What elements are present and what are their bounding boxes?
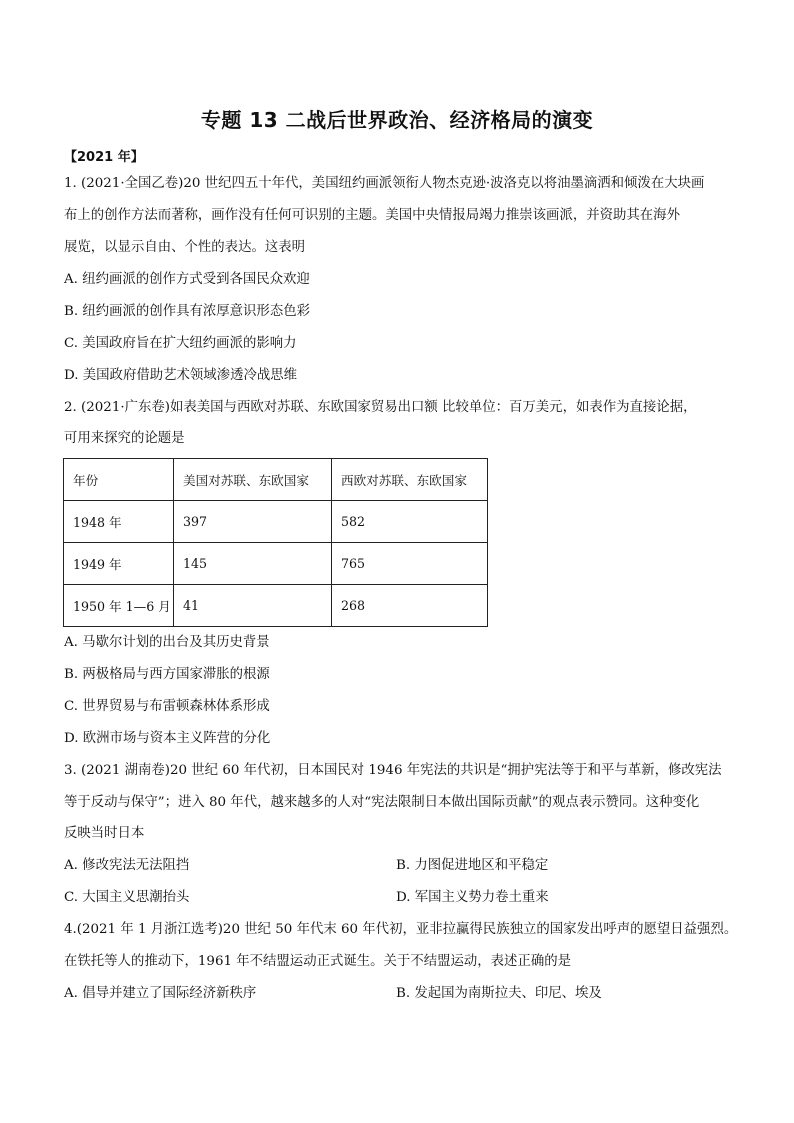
table-header: 年份 <box>64 459 174 501</box>
table-header-row <box>64 459 488 501</box>
table-cell: 397 <box>174 501 332 543</box>
q2-option-d: D. 欧洲市场与资本主义阵营的分化 <box>64 731 271 746</box>
trade-table <box>63 458 488 627</box>
table-cell: 1950 年 1—6 月 <box>64 585 174 627</box>
q4-stem-line: 4.(2021 年 1 月浙江选考)20 世纪 50 年代末 60 年代初，亚非拉赢得民族独立的国家发出呼声的愿望日益强烈。 <box>64 922 738 937</box>
table-cell: 765 <box>332 543 488 585</box>
q2-option-c: C. 世界贸易与布雷顿森林体系形成 <box>64 699 270 714</box>
q3-stem-line: 反映当时日本 <box>64 826 145 841</box>
q1-option-b: B. 纽约画派的创作具有浓厚意识形态色彩 <box>64 304 310 319</box>
table-row <box>64 585 488 627</box>
table-cell: 582 <box>332 501 488 543</box>
q1-option-d: D. 美国政府借助艺术领域渗透冷战思维 <box>64 368 298 383</box>
q1-option-c: C. 美国政府旨在扩大纽约画派的影响力 <box>64 336 297 351</box>
table-row <box>64 501 488 543</box>
q3-option-d: D. 军国主义势力卷土重来 <box>396 890 549 905</box>
q2-stem-line: 2. (2021·广东卷)如表美国与西欧对苏联、东欧国家贸易出口额 比较单位：百万美元，如表作为直接论据， <box>64 400 697 415</box>
table-header: 西欧对苏联、东欧国家 <box>332 459 488 501</box>
q4-option-b: B. 发起国为南斯拉夫、印尼、埃及 <box>396 986 602 1001</box>
page-title: 专题 13 二战后世界政治、经济格局的演变 <box>200 108 594 132</box>
q4-option-a: A. 倡导并建立了国际经济新秩序 <box>64 986 257 1001</box>
q3-option-b: B. 力图促进地区和平稳定 <box>396 858 549 873</box>
q1-option-a: A. 纽约画派的创作方式受到各国民众欢迎 <box>64 272 310 287</box>
q2-option-a: A. 马歇尔计划的出台及其历史背景 <box>64 635 270 650</box>
q3-option-a: A. 修改宪法无法阻挡 <box>64 858 190 873</box>
table-row <box>64 543 488 585</box>
q3-stem-line: 等于反动与保守”；进入 80 年代，越来越多的人对“宪法限制日本做出国际贡献”的观点表示赞同。这种变化 <box>64 795 700 810</box>
q2-option-b: B. 两极格局与西方国家滞胀的根源 <box>64 667 270 682</box>
q1-stem-line: 1. (2021·全国乙卷)20 世纪四五十年代，美国纽约画派领衔人物杰克逊·波洛克以将油墨滴洒和倾泼在大块画 <box>64 176 705 191</box>
table-header: 美国对苏联、东欧国家 <box>174 459 332 501</box>
table-cell: 41 <box>174 585 332 627</box>
q1-stem-line: 展览，以显示自由、个性的表达。这表明 <box>64 240 306 255</box>
table-cell: 1949 年 <box>64 543 174 585</box>
q1-stem-line: 布上的创作方法而著称，画作没有任何可识别的主题。美国中央情报局竭力推崇该画派，并资助其在海外 <box>64 208 680 223</box>
table-cell: 268 <box>332 585 488 627</box>
q4-stem-line: 在铁托等人的推动下，1961 年不结盟运动正式诞生。关于不结盟运动，表述正确的是 <box>64 954 572 969</box>
table-cell: 145 <box>174 543 332 585</box>
table-cell: 1948 年 <box>64 501 174 543</box>
q3-stem-line: 3. (2021 湖南卷)20 世纪 60 年代初，日本国民对 1946 年宪法的共识是“拥护宪法等于和平与革新，修改宪法 <box>64 763 722 778</box>
q2-stem-line: 可用来探究的论题是 <box>64 431 185 446</box>
section-heading: 【2021 年】 <box>64 150 144 165</box>
q3-option-c: C. 大国主义思潮抬头 <box>64 890 190 905</box>
